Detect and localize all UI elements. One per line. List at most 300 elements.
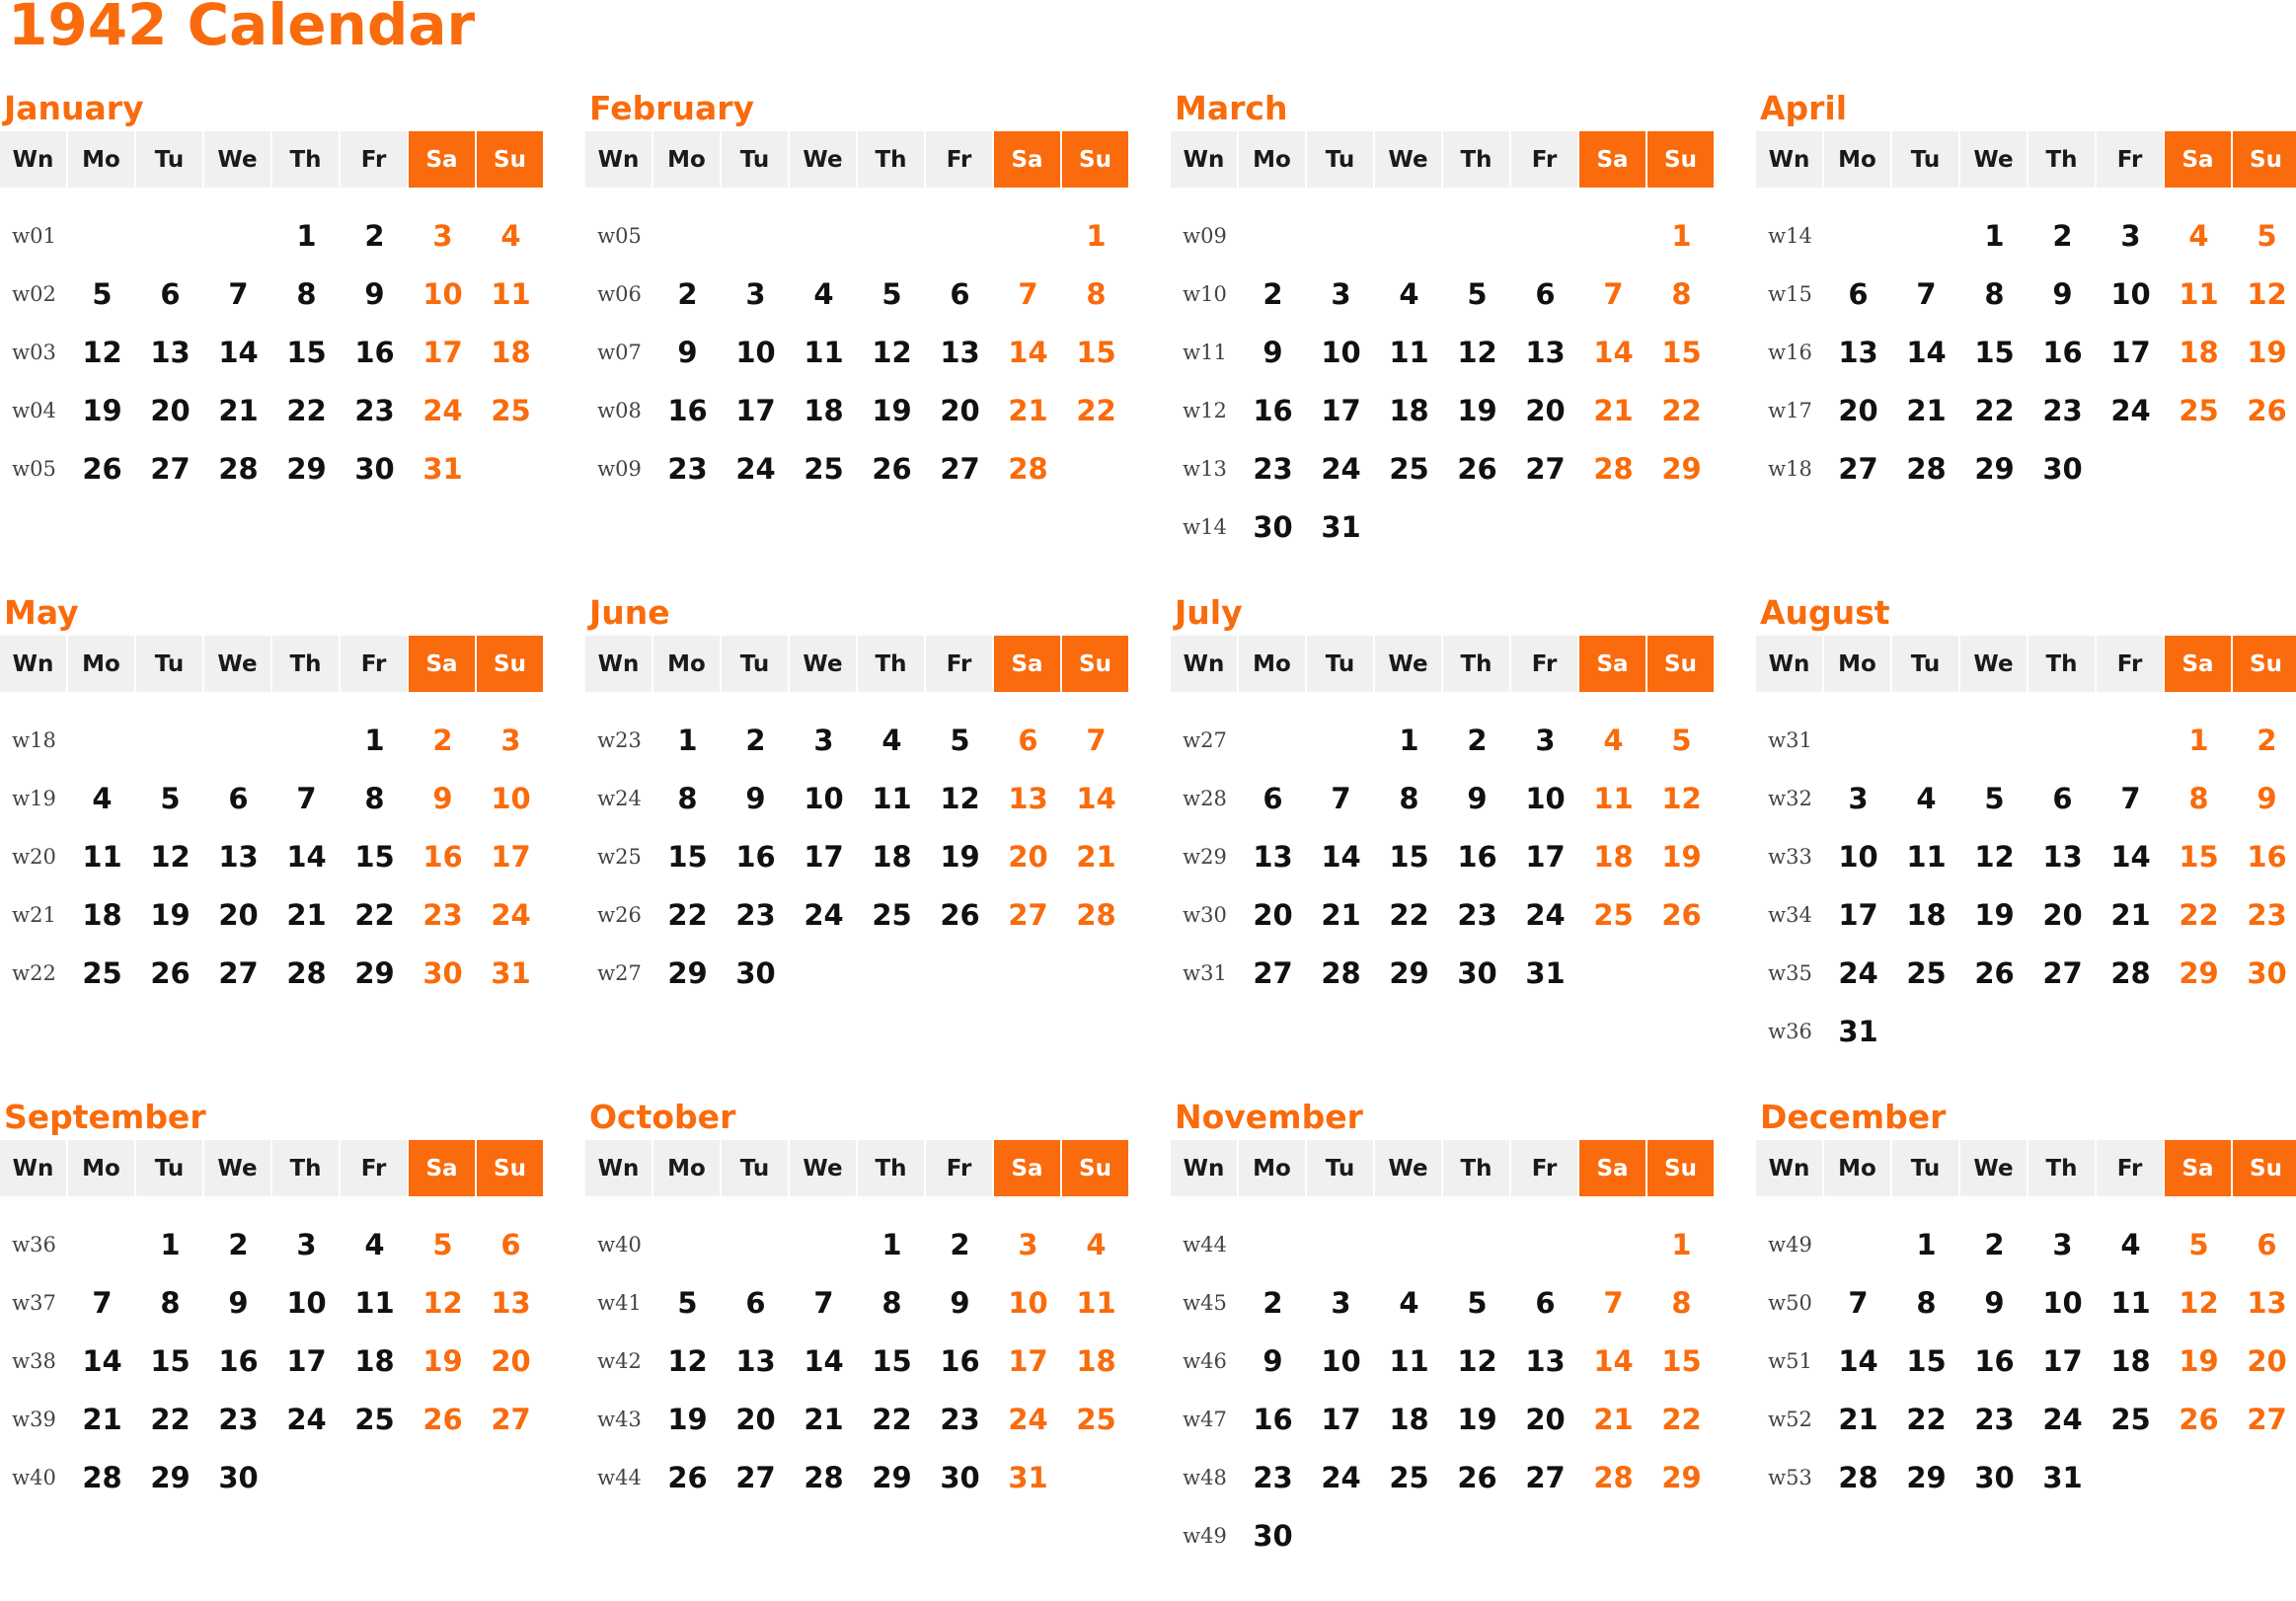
day-cell: 29 <box>872 1461 912 1494</box>
weekend-day-cell: 11 <box>1593 782 1634 815</box>
day-cell: 18 <box>1906 898 1947 932</box>
weekend-day-cell: 11 <box>1076 1286 1116 1320</box>
weekday-label: Fr <box>2097 1140 2163 1196</box>
weekend-day-cell: 31 <box>422 452 463 486</box>
weekday-label: Sa <box>2165 1140 2231 1196</box>
day-cell: 22 <box>150 1403 191 1436</box>
weekend-day-cell: 10 <box>1008 1286 1048 1320</box>
day-cell: 8 <box>364 782 385 815</box>
week-number: w05 <box>12 457 56 481</box>
weekday-label: Su <box>477 131 543 188</box>
day-cell: 16 <box>735 840 776 874</box>
week-number: w31 <box>1183 961 1227 985</box>
weekend-day-cell: 29 <box>2179 956 2219 990</box>
day-cell: 20 <box>2042 898 2083 932</box>
day-cell: 5 <box>92 277 113 311</box>
day-cell: 15 <box>1906 1344 1947 1378</box>
day-cell: 17 <box>804 840 844 874</box>
day-cell: 6 <box>1263 782 1283 815</box>
day-cell: 15 <box>1389 840 1429 874</box>
weekend-day-cell: 25 <box>2179 394 2219 427</box>
week-number: w23 <box>597 728 642 752</box>
day-cell: 8 <box>160 1286 181 1320</box>
weekday-label: Tu <box>722 1140 788 1196</box>
month-july <box>1171 593 1711 1097</box>
day-cell: 1 <box>881 1228 902 1261</box>
week-number: w40 <box>597 1233 642 1257</box>
weekend-day-cell: 1 <box>1086 219 1107 253</box>
day-cell: 24 <box>804 898 844 932</box>
week-number: w53 <box>1768 1466 1812 1489</box>
weekday-label: Fr <box>926 636 992 692</box>
week-number: w08 <box>597 399 642 422</box>
day-cell: 26 <box>1457 1461 1497 1494</box>
day-cell: 17 <box>2110 336 2151 369</box>
day-cell: 24 <box>1525 898 1566 932</box>
month-name: November <box>1175 1098 1363 1136</box>
day-cell: 19 <box>1457 1403 1497 1436</box>
weekend-day-cell: 12 <box>2179 1286 2219 1320</box>
day-cell: 27 <box>150 452 191 486</box>
weekday-label: Mo <box>1239 131 1305 188</box>
weekday-label: Wn <box>1756 1140 1822 1196</box>
day-cell: 10 <box>1525 782 1566 815</box>
weekday-label: We <box>1960 1140 2027 1196</box>
day-cell: 29 <box>1389 956 1429 990</box>
weekend-day-cell: 4 <box>500 219 521 253</box>
weekday-label: Wn <box>1171 131 1237 188</box>
day-cell: 9 <box>1467 782 1488 815</box>
weekend-day-cell: 21 <box>1593 1403 1634 1436</box>
weekend-day-cell: 28 <box>1008 452 1048 486</box>
weekend-day-cell: 3 <box>500 724 521 757</box>
day-cell: 30 <box>1457 956 1497 990</box>
day-cell: 14 <box>2110 840 2151 874</box>
week-number: w47 <box>1183 1408 1227 1431</box>
week-number: w16 <box>1768 341 1812 364</box>
weekend-day-cell: 8 <box>1086 277 1107 311</box>
day-cell: 2 <box>1263 277 1283 311</box>
weekday-label: Wn <box>585 131 651 188</box>
weekend-day-cell: 18 <box>491 336 531 369</box>
weekday-label: Fr <box>1511 131 1577 188</box>
week-number: w34 <box>1768 903 1812 927</box>
weekend-day-cell: 20 <box>1008 840 1048 874</box>
day-cell: 3 <box>296 1228 317 1261</box>
day-cell: 25 <box>872 898 912 932</box>
weekday-label: Mo <box>653 131 720 188</box>
day-cell: 15 <box>354 840 395 874</box>
day-cell: 15 <box>150 1344 191 1378</box>
weekday-label: Wn <box>0 636 66 692</box>
weekend-day-cell: 4 <box>1086 1228 1107 1261</box>
day-cell: 25 <box>1906 956 1947 990</box>
day-cell: 20 <box>735 1403 776 1436</box>
day-cell: 24 <box>1321 452 1361 486</box>
day-cell: 3 <box>2120 219 2141 253</box>
day-cell: 4 <box>364 1228 385 1261</box>
day-cell: 13 <box>1525 336 1566 369</box>
day-cell: 23 <box>667 452 708 486</box>
weekday-label: Tu <box>1892 1140 1958 1196</box>
day-cell: 20 <box>940 394 980 427</box>
week-number: w27 <box>1183 728 1227 752</box>
day-cell: 25 <box>1389 452 1429 486</box>
weekday-label: We <box>1375 131 1441 188</box>
day-cell: 24 <box>2110 394 2151 427</box>
weekday-label: Th <box>272 131 339 188</box>
day-cell: 3 <box>1848 782 1869 815</box>
weekend-day-cell: 13 <box>2247 1286 2287 1320</box>
day-cell: 17 <box>2042 1344 2083 1378</box>
week-number: w27 <box>597 961 642 985</box>
weekday-label: Mo <box>1824 131 1890 188</box>
weekday-label: Th <box>1443 1140 1509 1196</box>
weekday-label: Sa <box>994 1140 1060 1196</box>
day-cell: 1 <box>296 219 317 253</box>
day-cell: 18 <box>804 394 844 427</box>
weekend-day-cell: 7 <box>1603 1286 1624 1320</box>
weekday-header <box>1756 1140 2296 1196</box>
month-december <box>1756 1098 2296 1601</box>
weekend-day-cell: 15 <box>1661 1344 1702 1378</box>
day-cell: 26 <box>940 898 980 932</box>
weekday-label: Tu <box>1892 636 1958 692</box>
weekday-label: Sa <box>1579 636 1645 692</box>
weekday-label: Tu <box>1892 131 1958 188</box>
day-cell: 28 <box>1906 452 1947 486</box>
weekday-label: Fr <box>926 1140 992 1196</box>
day-cell: 14 <box>1838 1344 1878 1378</box>
day-cell: 20 <box>1525 1403 1566 1436</box>
day-cell: 27 <box>1253 956 1293 990</box>
day-cell: 15 <box>1974 336 2015 369</box>
week-number: w26 <box>597 903 642 927</box>
weekend-day-cell: 17 <box>1008 1344 1048 1378</box>
day-cell: 7 <box>1916 277 1937 311</box>
weekend-day-cell: 15 <box>1661 336 1702 369</box>
month-name: July <box>1175 593 1243 632</box>
day-cell: 22 <box>1389 898 1429 932</box>
day-cell: 16 <box>354 336 395 369</box>
weekday-label: Sa <box>2165 636 2231 692</box>
weekday-label: Th <box>2028 1140 2095 1196</box>
weekend-day-cell: 7 <box>1603 277 1624 311</box>
weekday-label: Th <box>272 1140 339 1196</box>
weekend-day-cell: 31 <box>491 956 531 990</box>
weekend-day-cell: 17 <box>491 840 531 874</box>
day-cell: 31 <box>1525 956 1566 990</box>
month-name: January <box>4 89 144 127</box>
weekend-day-cell: 16 <box>422 840 463 874</box>
day-cell: 13 <box>2042 840 2083 874</box>
weekday-header <box>0 636 540 692</box>
day-cell: 16 <box>667 394 708 427</box>
month-name: October <box>589 1098 736 1136</box>
day-cell: 29 <box>286 452 327 486</box>
day-cell: 3 <box>1535 724 1556 757</box>
day-cell: 2 <box>950 1228 970 1261</box>
week-number: w38 <box>12 1349 56 1373</box>
day-cell: 10 <box>804 782 844 815</box>
day-cell: 28 <box>218 452 259 486</box>
weekday-label: Tu <box>722 636 788 692</box>
week-number: w11 <box>1183 341 1227 364</box>
day-cell: 13 <box>1253 840 1293 874</box>
day-cell: 8 <box>1916 1286 1937 1320</box>
weekday-label: Mo <box>1239 1140 1305 1196</box>
day-cell: 20 <box>1525 394 1566 427</box>
weekend-day-cell: 8 <box>1671 277 1692 311</box>
day-cell: 28 <box>82 1461 122 1494</box>
weekday-label: Th <box>858 1140 924 1196</box>
weekend-day-cell: 26 <box>1661 898 1702 932</box>
day-cell: 16 <box>1974 1344 2015 1378</box>
week-number: w51 <box>1768 1349 1812 1373</box>
day-cell: 9 <box>1263 336 1283 369</box>
weekend-day-cell: 26 <box>2179 1403 2219 1436</box>
day-cell: 22 <box>872 1403 912 1436</box>
weekday-label: Fr <box>341 636 407 692</box>
day-cell: 27 <box>2042 956 2083 990</box>
day-cell: 4 <box>1399 1286 1419 1320</box>
weekend-day-cell: 8 <box>1671 1286 1692 1320</box>
month-june <box>585 593 1125 1097</box>
day-cell: 9 <box>1984 1286 2005 1320</box>
day-cell: 23 <box>735 898 776 932</box>
day-cell: 5 <box>1467 1286 1488 1320</box>
day-cell: 5 <box>677 1286 698 1320</box>
weekend-day-cell: 19 <box>422 1344 463 1378</box>
weekday-label: We <box>204 1140 270 1196</box>
day-cell: 17 <box>1321 1403 1361 1436</box>
day-cell: 14 <box>286 840 327 874</box>
day-cell: 23 <box>1253 452 1293 486</box>
weekday-label: Su <box>477 1140 543 1196</box>
weekday-label: Mo <box>653 1140 720 1196</box>
weekday-header <box>0 131 540 188</box>
month-may <box>0 593 540 1097</box>
weekend-day-cell: 29 <box>1661 1461 1702 1494</box>
day-cell: 12 <box>940 782 980 815</box>
week-number: w07 <box>597 341 642 364</box>
day-cell: 21 <box>1321 898 1361 932</box>
weekend-day-cell: 7 <box>1086 724 1107 757</box>
weekday-label: We <box>790 131 856 188</box>
weekday-label: Wn <box>0 1140 66 1196</box>
day-cell: 30 <box>354 452 395 486</box>
day-cell: 1 <box>160 1228 181 1261</box>
day-cell: 28 <box>286 956 327 990</box>
weekend-day-cell: 1 <box>1671 1228 1692 1261</box>
day-cell: 24 <box>1321 1461 1361 1494</box>
weekday-label: Th <box>1443 636 1509 692</box>
weekend-day-cell: 28 <box>1593 452 1634 486</box>
day-cell: 25 <box>82 956 122 990</box>
day-cell: 11 <box>2110 1286 2151 1320</box>
weekend-day-cell: 2 <box>432 724 453 757</box>
day-cell: 21 <box>804 1403 844 1436</box>
weekday-label: Sa <box>1579 1140 1645 1196</box>
day-cell: 10 <box>735 336 776 369</box>
weekend-day-cell: 6 <box>2257 1228 2277 1261</box>
week-number: w44 <box>597 1466 642 1489</box>
day-cell: 30 <box>1253 1519 1293 1553</box>
weekend-day-cell: 30 <box>2247 956 2287 990</box>
weekend-day-cell: 22 <box>2179 898 2219 932</box>
day-cell: 11 <box>82 840 122 874</box>
day-cell: 7 <box>296 782 317 815</box>
day-cell: 26 <box>82 452 122 486</box>
weekday-label: Wn <box>0 131 66 188</box>
day-cell: 17 <box>1321 394 1361 427</box>
weekend-day-cell: 7 <box>1018 277 1038 311</box>
week-number: w25 <box>597 845 642 869</box>
day-cell: 6 <box>1535 277 1556 311</box>
day-cell: 6 <box>228 782 249 815</box>
weekend-day-cell: 6 <box>1018 724 1038 757</box>
weekend-day-cell: 22 <box>1661 394 1702 427</box>
day-cell: 18 <box>354 1344 395 1378</box>
week-number: w19 <box>12 787 56 810</box>
weekend-day-cell: 25 <box>1593 898 1634 932</box>
day-cell: 2 <box>677 277 698 311</box>
day-cell: 10 <box>2042 1286 2083 1320</box>
day-cell: 30 <box>2042 452 2083 486</box>
weekend-day-cell: 24 <box>422 394 463 427</box>
weekend-day-cell: 14 <box>1076 782 1116 815</box>
weekday-header <box>585 131 1125 188</box>
weekend-day-cell: 12 <box>2247 277 2287 311</box>
day-cell: 24 <box>1838 956 1878 990</box>
day-cell: 19 <box>872 394 912 427</box>
month-name: September <box>4 1098 206 1136</box>
day-cell: 14 <box>218 336 259 369</box>
weekday-label: Mo <box>1239 636 1305 692</box>
day-cell: 16 <box>218 1344 259 1378</box>
weekend-day-cell: 22 <box>1661 1403 1702 1436</box>
weekend-day-cell: 11 <box>491 277 531 311</box>
weekday-label: Mo <box>68 131 134 188</box>
weekday-label: Sa <box>2165 131 2231 188</box>
weekday-label: Fr <box>926 131 992 188</box>
day-cell: 2 <box>2052 219 2073 253</box>
weekday-header <box>585 1140 1125 1196</box>
day-cell: 6 <box>1535 1286 1556 1320</box>
weekend-day-cell: 4 <box>2188 219 2209 253</box>
day-cell: 10 <box>286 1286 327 1320</box>
weekend-day-cell: 5 <box>432 1228 453 1261</box>
day-cell: 12 <box>82 336 122 369</box>
week-number: w15 <box>1768 282 1812 306</box>
day-cell: 19 <box>1457 394 1497 427</box>
day-cell: 19 <box>150 898 191 932</box>
day-cell: 3 <box>1331 1286 1351 1320</box>
week-number: w36 <box>1768 1020 1812 1043</box>
day-cell: 9 <box>745 782 766 815</box>
day-cell: 10 <box>2110 277 2151 311</box>
day-cell: 25 <box>1389 1461 1429 1494</box>
day-cell: 24 <box>286 1403 327 1436</box>
weekday-label: Fr <box>2097 131 2163 188</box>
day-cell: 4 <box>92 782 113 815</box>
day-cell: 26 <box>1457 452 1497 486</box>
day-cell: 2 <box>364 219 385 253</box>
day-cell: 18 <box>872 840 912 874</box>
weekday-label: Su <box>2233 1140 2296 1196</box>
day-cell: 17 <box>286 1344 327 1378</box>
day-cell: 29 <box>150 1461 191 1494</box>
day-cell: 21 <box>1906 394 1947 427</box>
day-cell: 22 <box>354 898 395 932</box>
weekday-label: Wn <box>1756 131 1822 188</box>
month-name: May <box>4 593 79 632</box>
day-cell: 23 <box>1253 1461 1293 1494</box>
day-cell: 11 <box>1389 1344 1429 1378</box>
day-cell: 30 <box>1253 510 1293 544</box>
day-cell: 7 <box>228 277 249 311</box>
weekend-day-cell: 16 <box>2247 840 2287 874</box>
month-april <box>1756 89 2296 592</box>
month-name: March <box>1175 89 1288 127</box>
day-cell: 7 <box>1848 1286 1869 1320</box>
weekend-day-cell: 19 <box>1661 840 1702 874</box>
day-cell: 4 <box>881 724 902 757</box>
weekday-label: We <box>1375 636 1441 692</box>
day-cell: 22 <box>1906 1403 1947 1436</box>
weekend-day-cell: 28 <box>1076 898 1116 932</box>
day-cell: 27 <box>1525 1461 1566 1494</box>
day-cell: 19 <box>667 1403 708 1436</box>
week-number: w42 <box>597 1349 642 1373</box>
week-number: w33 <box>1768 845 1812 869</box>
day-cell: 10 <box>1321 336 1361 369</box>
week-number: w06 <box>597 282 642 306</box>
weekend-day-cell: 27 <box>1008 898 1048 932</box>
weekday-label: We <box>1375 1140 1441 1196</box>
weekday-header <box>1756 131 2296 188</box>
weekday-label: We <box>790 1140 856 1196</box>
weekday-label: We <box>1960 636 2027 692</box>
week-number: w12 <box>1183 399 1227 422</box>
week-number: w14 <box>1768 224 1812 248</box>
day-cell: 7 <box>92 1286 113 1320</box>
weekend-day-cell: 23 <box>2247 898 2287 932</box>
day-cell: 17 <box>1838 898 1878 932</box>
weekend-day-cell: 29 <box>1661 452 1702 486</box>
day-cell: 12 <box>1457 336 1497 369</box>
day-cell: 7 <box>2120 782 2141 815</box>
day-cell: 18 <box>2110 1344 2151 1378</box>
day-cell: 16 <box>1457 840 1497 874</box>
weekend-day-cell: 15 <box>1076 336 1116 369</box>
day-cell: 9 <box>1263 1344 1283 1378</box>
day-cell: 3 <box>1331 277 1351 311</box>
weekend-day-cell: 20 <box>491 1344 531 1378</box>
day-cell: 5 <box>881 277 902 311</box>
weekend-day-cell: 22 <box>1076 394 1116 427</box>
weekday-header <box>0 1140 540 1196</box>
week-number: w05 <box>597 224 642 248</box>
weekend-day-cell: 5 <box>2257 219 2277 253</box>
month-november <box>1171 1098 1711 1601</box>
day-cell: 30 <box>940 1461 980 1494</box>
day-cell: 5 <box>1984 782 2005 815</box>
day-cell: 25 <box>804 452 844 486</box>
day-cell: 17 <box>735 394 776 427</box>
weekday-label: Fr <box>2097 636 2163 692</box>
day-cell: 23 <box>218 1403 259 1436</box>
